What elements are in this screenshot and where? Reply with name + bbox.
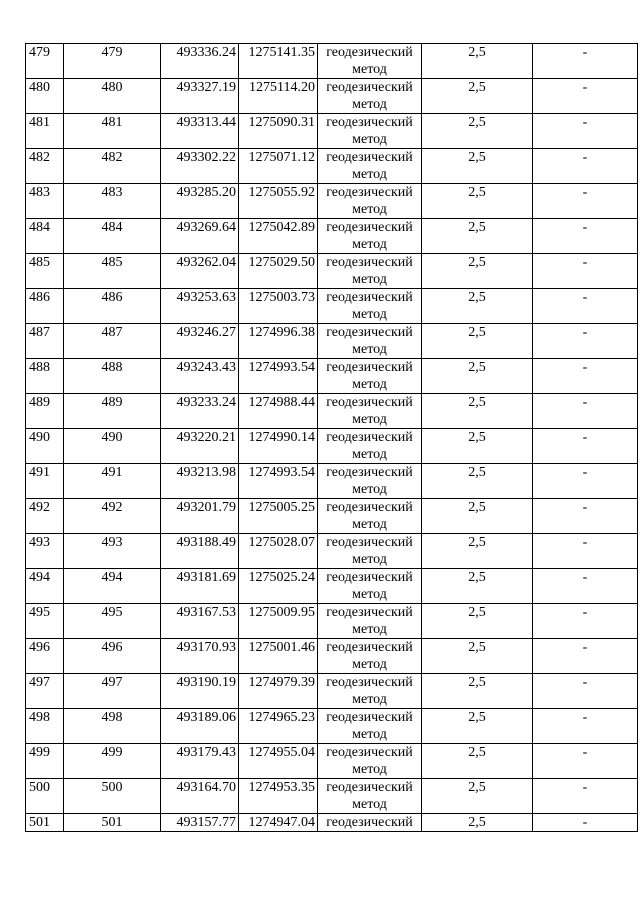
point-number-cell: 500: [26, 779, 64, 814]
table-row: [26, 674, 638, 709]
table-row: [26, 394, 638, 429]
method-line-1: геодезический: [326, 115, 413, 130]
point-id-cell: 480: [64, 79, 161, 114]
x-coordinate-cell: 493269.64: [161, 219, 239, 254]
x-coordinate-cell: 493220.21: [161, 429, 239, 464]
x-coordinate-cell: 493189.06: [161, 709, 239, 744]
method-line-2: метод: [352, 727, 387, 742]
method-line-1: геодезический: [326, 570, 413, 585]
table-row: [26, 254, 638, 289]
method-line-1: геодезический: [326, 325, 413, 340]
point-id-cell: 493: [64, 534, 161, 569]
method-cell: [318, 639, 422, 674]
note-cell: -: [533, 359, 638, 394]
note-cell: -: [533, 464, 638, 499]
x-coordinate-cell: 493201.79: [161, 499, 239, 534]
accuracy-cell: 2,5: [422, 534, 533, 569]
method-cell: [318, 569, 422, 604]
method-line-2: метод: [352, 62, 387, 77]
method-line-2: метод: [352, 237, 387, 252]
y-coordinate-cell: 1275025.24: [239, 569, 318, 604]
point-id-cell: 489: [64, 394, 161, 429]
point-number-cell: 486: [26, 289, 64, 324]
point-id-cell: 487: [64, 324, 161, 359]
accuracy-cell: 2,5: [422, 604, 533, 639]
accuracy-cell: 2,5: [422, 219, 533, 254]
accuracy-cell: 2,5: [422, 709, 533, 744]
table-row: [26, 44, 638, 79]
accuracy-cell: 2,5: [422, 744, 533, 779]
point-id-cell: 501: [64, 814, 161, 832]
y-coordinate-cell: 1275028.07: [239, 534, 318, 569]
point-number-cell: 496: [26, 639, 64, 674]
table-row: [26, 639, 638, 674]
x-coordinate-cell: 493213.98: [161, 464, 239, 499]
method-line-1: геодезический: [326, 640, 413, 655]
method-line-2: метод: [352, 517, 387, 532]
method-line-1: геодезический: [326, 360, 413, 375]
point-number-cell: 487: [26, 324, 64, 359]
accuracy-cell: 2,5: [422, 464, 533, 499]
method-line-2: метод: [352, 797, 387, 812]
point-id-cell: 483: [64, 184, 161, 219]
point-number-cell: 479: [26, 44, 64, 79]
note-cell: -: [533, 534, 638, 569]
table-row: [26, 219, 638, 254]
method-line-2: метод: [352, 762, 387, 777]
point-number-cell: 493: [26, 534, 64, 569]
note-cell: -: [533, 114, 638, 149]
note-cell: -: [533, 324, 638, 359]
point-number-cell: 488: [26, 359, 64, 394]
method-cell: [318, 744, 422, 779]
point-id-cell: 484: [64, 219, 161, 254]
point-id-cell: 500: [64, 779, 161, 814]
point-number-cell: 494: [26, 569, 64, 604]
table-row: [26, 149, 638, 184]
document-page: [25, 43, 638, 832]
x-coordinate-cell: 493336.24: [161, 44, 239, 79]
point-id-cell: 481: [64, 114, 161, 149]
point-number-cell: 484: [26, 219, 64, 254]
method-line-2: метод: [352, 167, 387, 182]
y-coordinate-cell: 1275005.25: [239, 499, 318, 534]
x-coordinate-cell: 493285.20: [161, 184, 239, 219]
point-number-cell: 490: [26, 429, 64, 464]
coordinates-table: [25, 43, 638, 832]
method-cell: [318, 429, 422, 464]
accuracy-cell: 2,5: [422, 779, 533, 814]
point-id-cell: 492: [64, 499, 161, 534]
accuracy-cell: 2,5: [422, 184, 533, 219]
point-id-cell: 496: [64, 639, 161, 674]
point-number-cell: 495: [26, 604, 64, 639]
table-row: [26, 79, 638, 114]
table-row: [26, 534, 638, 569]
note-cell: -: [533, 639, 638, 674]
y-coordinate-cell: 1275029.50: [239, 254, 318, 289]
table-row: [26, 569, 638, 604]
point-number-cell: 480: [26, 79, 64, 114]
accuracy-cell: 2,5: [422, 674, 533, 709]
x-coordinate-cell: 493181.69: [161, 569, 239, 604]
y-coordinate-cell: 1275009.95: [239, 604, 318, 639]
method-line-1: геодезический: [326, 500, 413, 515]
note-cell: -: [533, 499, 638, 534]
table-row: [26, 359, 638, 394]
note-cell: -: [533, 394, 638, 429]
method-line-1: геодезический: [326, 430, 413, 445]
note-cell: -: [533, 744, 638, 779]
table-row: [26, 709, 638, 744]
table-row: [26, 184, 638, 219]
accuracy-cell: 2,5: [422, 79, 533, 114]
method-line-2: метод: [352, 657, 387, 672]
accuracy-cell: 2,5: [422, 324, 533, 359]
table-row: [26, 324, 638, 359]
point-id-cell: 490: [64, 429, 161, 464]
point-id-cell: 479: [64, 44, 161, 79]
note-cell: -: [533, 709, 638, 744]
y-coordinate-cell: 1274990.14: [239, 429, 318, 464]
method-line-2: метод: [352, 587, 387, 602]
method-cell: [318, 709, 422, 744]
point-number-cell: 491: [26, 464, 64, 499]
method-cell: [318, 604, 422, 639]
method-line-1: геодезический: [326, 675, 413, 690]
y-coordinate-cell: 1274965.23: [239, 709, 318, 744]
method-cell: [318, 499, 422, 534]
accuracy-cell: 2,5: [422, 149, 533, 184]
method-line-2: метод: [352, 132, 387, 147]
table-row: [26, 814, 638, 832]
method-line-1: геодезический: [326, 45, 413, 60]
method-line-1: геодезический: [326, 745, 413, 760]
method-line-1: геодезический: [326, 465, 413, 480]
method-line-2: метод: [352, 482, 387, 497]
method-cell: [318, 674, 422, 709]
x-coordinate-cell: 493302.22: [161, 149, 239, 184]
point-number-cell: 483: [26, 184, 64, 219]
note-cell: -: [533, 604, 638, 639]
x-coordinate-cell: 493246.27: [161, 324, 239, 359]
point-id-cell: 498: [64, 709, 161, 744]
method-line-1: геодезический: [326, 780, 413, 795]
method-line-2: метод: [352, 552, 387, 567]
point-id-cell: 482: [64, 149, 161, 184]
y-coordinate-cell: 1275042.89: [239, 219, 318, 254]
method-line-2: метод: [352, 692, 387, 707]
method-cell: [318, 814, 422, 832]
method-line-1: геодезический: [326, 80, 413, 95]
method-line-2: метод: [352, 412, 387, 427]
accuracy-cell: 2,5: [422, 254, 533, 289]
point-number-cell: 501: [26, 814, 64, 832]
x-coordinate-cell: 493262.04: [161, 254, 239, 289]
point-number-cell: 481: [26, 114, 64, 149]
accuracy-cell: 2,5: [422, 639, 533, 674]
method-line-2: метод: [352, 377, 387, 392]
method-line-2: метод: [352, 447, 387, 462]
x-coordinate-cell: 493170.93: [161, 639, 239, 674]
method-line-2: метод: [352, 272, 387, 287]
method-cell: [318, 149, 422, 184]
x-coordinate-cell: 493327.19: [161, 79, 239, 114]
y-coordinate-cell: 1274955.04: [239, 744, 318, 779]
accuracy-cell: 2,5: [422, 394, 533, 429]
table-row: [26, 114, 638, 149]
method-line-1: геодезический: [326, 605, 413, 620]
note-cell: -: [533, 219, 638, 254]
y-coordinate-cell: 1274947.04: [239, 814, 318, 832]
point-number-cell: 489: [26, 394, 64, 429]
method-line-1: геодезический: [326, 255, 413, 270]
x-coordinate-cell: 493167.53: [161, 604, 239, 639]
method-cell: [318, 289, 422, 324]
coordinates-table-body: [26, 44, 638, 832]
method-cell: [318, 534, 422, 569]
method-line-1: геодезический: [326, 535, 413, 550]
note-cell: -: [533, 569, 638, 604]
method-line-1: геодезический: [326, 710, 413, 725]
y-coordinate-cell: 1274979.39: [239, 674, 318, 709]
note-cell: -: [533, 289, 638, 324]
point-number-cell: 497: [26, 674, 64, 709]
accuracy-cell: 2,5: [422, 499, 533, 534]
point-number-cell: 485: [26, 254, 64, 289]
point-number-cell: 499: [26, 744, 64, 779]
note-cell: -: [533, 779, 638, 814]
accuracy-cell: 2,5: [422, 44, 533, 79]
method-line-1: геодезический: [326, 150, 413, 165]
x-coordinate-cell: 493233.24: [161, 394, 239, 429]
point-id-cell: 497: [64, 674, 161, 709]
table-row: [26, 499, 638, 534]
y-coordinate-cell: 1274993.54: [239, 464, 318, 499]
x-coordinate-cell: 493164.70: [161, 779, 239, 814]
y-coordinate-cell: 1275114.20: [239, 79, 318, 114]
method-cell: [318, 464, 422, 499]
x-coordinate-cell: 493179.43: [161, 744, 239, 779]
accuracy-cell: 2,5: [422, 569, 533, 604]
method-line-2: метод: [352, 342, 387, 357]
point-id-cell: 494: [64, 569, 161, 604]
note-cell: -: [533, 429, 638, 464]
y-coordinate-cell: 1275055.92: [239, 184, 318, 219]
note-cell: -: [533, 44, 638, 79]
point-id-cell: 488: [64, 359, 161, 394]
y-coordinate-cell: 1274993.54: [239, 359, 318, 394]
y-coordinate-cell: 1275090.31: [239, 114, 318, 149]
point-id-cell: 495: [64, 604, 161, 639]
method-line-2: метод: [352, 97, 387, 112]
table-row: [26, 464, 638, 499]
accuracy-cell: 2,5: [422, 359, 533, 394]
accuracy-cell: 2,5: [422, 289, 533, 324]
method-line-1: геодезический: [326, 395, 413, 410]
point-number-cell: 492: [26, 499, 64, 534]
y-coordinate-cell: 1275141.35: [239, 44, 318, 79]
point-id-cell: 485: [64, 254, 161, 289]
x-coordinate-cell: 493243.43: [161, 359, 239, 394]
method-cell: [318, 219, 422, 254]
table-row: [26, 779, 638, 814]
method-line-1: геодезический: [326, 185, 413, 200]
table-row: [26, 744, 638, 779]
method-line-1: геодезический: [326, 290, 413, 305]
note-cell: -: [533, 254, 638, 289]
method-line-1: геодезический: [326, 815, 413, 830]
method-cell: [318, 394, 422, 429]
point-number-cell: 482: [26, 149, 64, 184]
method-line-2: метод: [352, 202, 387, 217]
method-cell: [318, 79, 422, 114]
method-cell: [318, 324, 422, 359]
note-cell: -: [533, 184, 638, 219]
x-coordinate-cell: 493253.63: [161, 289, 239, 324]
point-number-cell: 498: [26, 709, 64, 744]
x-coordinate-cell: 493313.44: [161, 114, 239, 149]
method-cell: [318, 779, 422, 814]
y-coordinate-cell: 1275071.12: [239, 149, 318, 184]
table-row: [26, 604, 638, 639]
point-id-cell: 486: [64, 289, 161, 324]
method-cell: [318, 359, 422, 394]
y-coordinate-cell: 1274996.38: [239, 324, 318, 359]
y-coordinate-cell: 1274953.35: [239, 779, 318, 814]
point-id-cell: 499: [64, 744, 161, 779]
x-coordinate-cell: 493190.19: [161, 674, 239, 709]
method-cell: [318, 184, 422, 219]
y-coordinate-cell: 1275003.73: [239, 289, 318, 324]
accuracy-cell: 2,5: [422, 114, 533, 149]
accuracy-cell: 2,5: [422, 429, 533, 464]
method-line-2: метод: [352, 622, 387, 637]
method-line-1: геодезический: [326, 220, 413, 235]
method-cell: [318, 44, 422, 79]
x-coordinate-cell: 493188.49: [161, 534, 239, 569]
method-cell: [318, 254, 422, 289]
method-line-2: метод: [352, 307, 387, 322]
y-coordinate-cell: 1275001.46: [239, 639, 318, 674]
method-cell: [318, 114, 422, 149]
point-id-cell: 491: [64, 464, 161, 499]
table-row: [26, 289, 638, 324]
note-cell: -: [533, 79, 638, 114]
y-coordinate-cell: 1274988.44: [239, 394, 318, 429]
note-cell: -: [533, 814, 638, 832]
accuracy-cell: 2,5: [422, 814, 533, 832]
x-coordinate-cell: 493157.77: [161, 814, 239, 832]
note-cell: -: [533, 149, 638, 184]
table-row: [26, 429, 638, 464]
note-cell: -: [533, 674, 638, 709]
